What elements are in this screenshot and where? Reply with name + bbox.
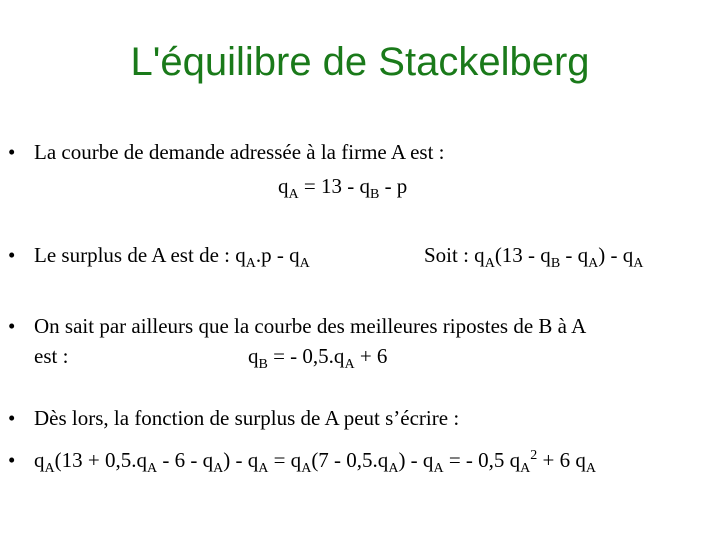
bullet-text: On sait par ailleurs que la courbe des meilleures ripostes de B à A (34, 314, 587, 338)
demand-equation: $q_A = 13 - q_B - p$ (278, 174, 408, 202)
bullet-symbol: • (8, 314, 16, 338)
slide-title: L'équilibre de Stackelberg (130, 40, 590, 84)
surplus-expression: Le surplus de A est de : $q_A.p - q_A$ (34, 243, 310, 271)
bullet-text: La courbe de demande adressée à la firme A est : (34, 140, 445, 164)
bullet-text: Dès lors, la fonction de surplus de A peut s’écrire : (34, 406, 460, 430)
bullet-symbol: • (8, 243, 16, 267)
surplus-soit-expression: Soit : $q_A(13 - q_B - q_A) - q_A$ (424, 243, 644, 271)
bullet-symbol: • (8, 406, 16, 430)
bullet-symbol: • (8, 140, 16, 164)
bullet-text-continued: est : (34, 344, 69, 368)
reaction-equation: $q_B$ = - $0,5.q_A + 6$ (248, 344, 388, 372)
final-equation: $q_A(13 + 0,5.q_A - 6 - q_A) - q_A = q_A(7 - 0,5.q_A) - q_A$ = - 0,5 $q_A^2 + 6$ $q_A$ (34, 448, 596, 476)
bullet-symbol: • (8, 448, 16, 472)
